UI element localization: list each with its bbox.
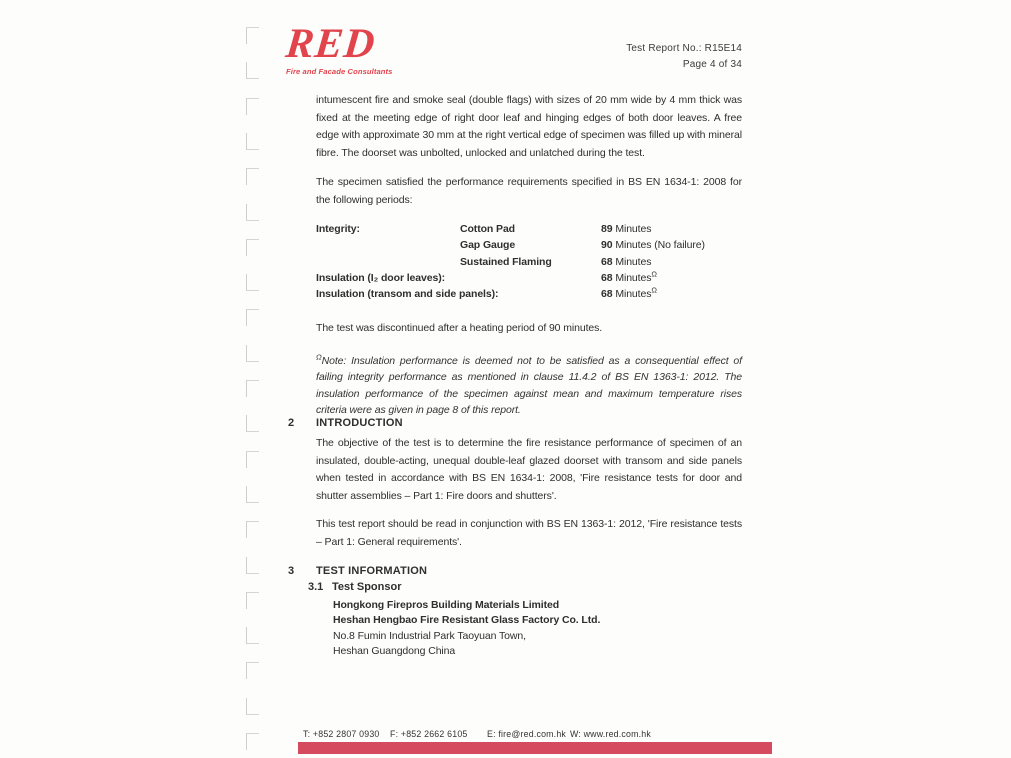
footer-email: E: fire@red.com.hk	[487, 729, 567, 739]
table-row	[316, 237, 746, 253]
row-criterion: Cotton Pad	[460, 223, 515, 235]
results-table	[316, 221, 746, 302]
table-row	[316, 270, 746, 286]
note-insulation	[316, 353, 742, 419]
binding-mark	[246, 451, 259, 468]
binding-mark	[246, 698, 259, 715]
paragraph-objective: The objective of the test is to determine the fire resistance performance of specimen of an insulated, double-acting, unequal double-leaf glazed doorset with transom and side panels when tested in accordance with BS EN 1634-1: 2008, 'Fire resistance tests for door and shutter assemblies – Part 1: Fire doors and shutters'.	[316, 437, 742, 502]
paragraph-conjunction: This test report should be read in conjunction with BS EN 1363-1: 2012, 'Fire resistance tests – Part 1: General requirements'.	[316, 518, 742, 548]
subsection-title: Test Sponsor	[332, 581, 402, 593]
footer-telephone: T: +852 2807 0930	[303, 729, 380, 739]
paragraph-performance-statement: The specimen satisfied the performance requirements specified in BS EN 1634-1: 2008 for the following periods:	[316, 176, 742, 206]
subsection-test-sponsor-heading	[308, 581, 401, 593]
row-label: Insulation (I₂ door leaves):	[316, 271, 446, 284]
row-label: Insulation (transom and side panels):	[316, 288, 499, 301]
report-number: Test Report No.: R15E14	[626, 43, 742, 54]
row-value: 90 Minutes (No failure)	[601, 239, 705, 252]
note-text: Note: Insulation performance is deemed not to be satisfied as a consequential effect of failing integrity performance as mentioned in clause 11.4.2 of BS EN 1363-1: 2012. The insulation performance of the specimen against mean and maximum temperature rises criteria were as given in page 8 of this report.	[316, 355, 742, 417]
binding-mark	[246, 662, 259, 679]
binding-mark	[246, 557, 259, 574]
section-test-information-heading	[288, 565, 427, 577]
row-value: 68 Minutes$^\Omega$	[601, 285, 657, 301]
sponsor-address: Heshan Guangdong China	[333, 645, 456, 658]
section-introduction-heading	[288, 417, 403, 429]
binding-mark	[246, 521, 259, 538]
row-criterion: Gap Gauge	[460, 239, 516, 252]
footer-red-bar	[298, 742, 772, 754]
binding-mark	[246, 345, 259, 362]
row-label	[316, 237, 460, 253]
row-criterion: Sustained Flaming	[460, 255, 552, 268]
sponsor-name: Heshan Hengbao Fire Resistant Glass Factory Co. Ltd.	[333, 614, 601, 627]
binding-mark	[246, 627, 259, 644]
red-logo-subtitle: Fire and Facade Consultants	[286, 67, 393, 76]
page-number: Page 4 of 34	[682, 59, 742, 70]
binding-mark	[246, 62, 259, 79]
binding-mark	[246, 415, 259, 432]
report-meta	[626, 41, 742, 73]
binding-mark	[246, 592, 259, 609]
footer-fax: F: +852 2662 6105	[390, 729, 468, 739]
red-logo	[283, 21, 396, 77]
sponsor-name: Hongkong Firepros Building Materials Limited	[333, 599, 560, 611]
paragraph-seal-description: intumescent fire and smoke seal (double flags) with sizes of 20 mm wide by 4 mm thick was fixed at the meeting edge of right door leaf and hinging edges of both door leaves. A free edge with approximate 30 mm at the right vertical edge of specimen was filled up with mineral fibre. The doorset was unbolted, unlocked and unlatched during the test.	[316, 94, 742, 159]
sponsor-address: No.8 Fumin Industrial Park Taoyuan Town,	[333, 629, 526, 642]
table-row	[316, 254, 746, 270]
binding-mark	[246, 239, 259, 256]
binding-mark	[246, 98, 259, 115]
binding-mark	[246, 27, 259, 44]
binding-mark	[246, 486, 259, 503]
red-logo-wordmark: RED	[283, 21, 378, 67]
footer-website: W: www.red.com.hk	[570, 729, 651, 739]
sponsor-block	[333, 598, 600, 660]
binding-mark	[246, 133, 259, 150]
note-symbol: Ω	[316, 352, 322, 362]
binding-mark	[246, 168, 259, 185]
row-value: 68 Minutes$^\Omega$	[601, 269, 657, 284]
row-label: Integrity:	[316, 223, 360, 235]
row-label	[316, 254, 460, 270]
section-title: TEST INFORMATION	[316, 565, 428, 577]
binding-mark	[246, 204, 259, 221]
section-number: 3	[288, 565, 295, 577]
binding-mark	[246, 274, 259, 291]
row-value: 68 Minutes	[601, 255, 652, 268]
subsection-number: 3.1	[308, 581, 324, 593]
binding-mark	[246, 733, 259, 750]
section-number: 2	[288, 417, 295, 429]
binding-mark	[246, 380, 259, 397]
table-row	[316, 221, 746, 237]
section-title: INTRODUCTION	[316, 417, 403, 429]
binding-mark	[246, 309, 259, 326]
paragraph-test-discontinued: The test was discontinued after a heating period of 90 minutes.	[316, 322, 603, 334]
table-row	[316, 286, 746, 302]
row-value: 89 Minutes	[601, 223, 652, 235]
